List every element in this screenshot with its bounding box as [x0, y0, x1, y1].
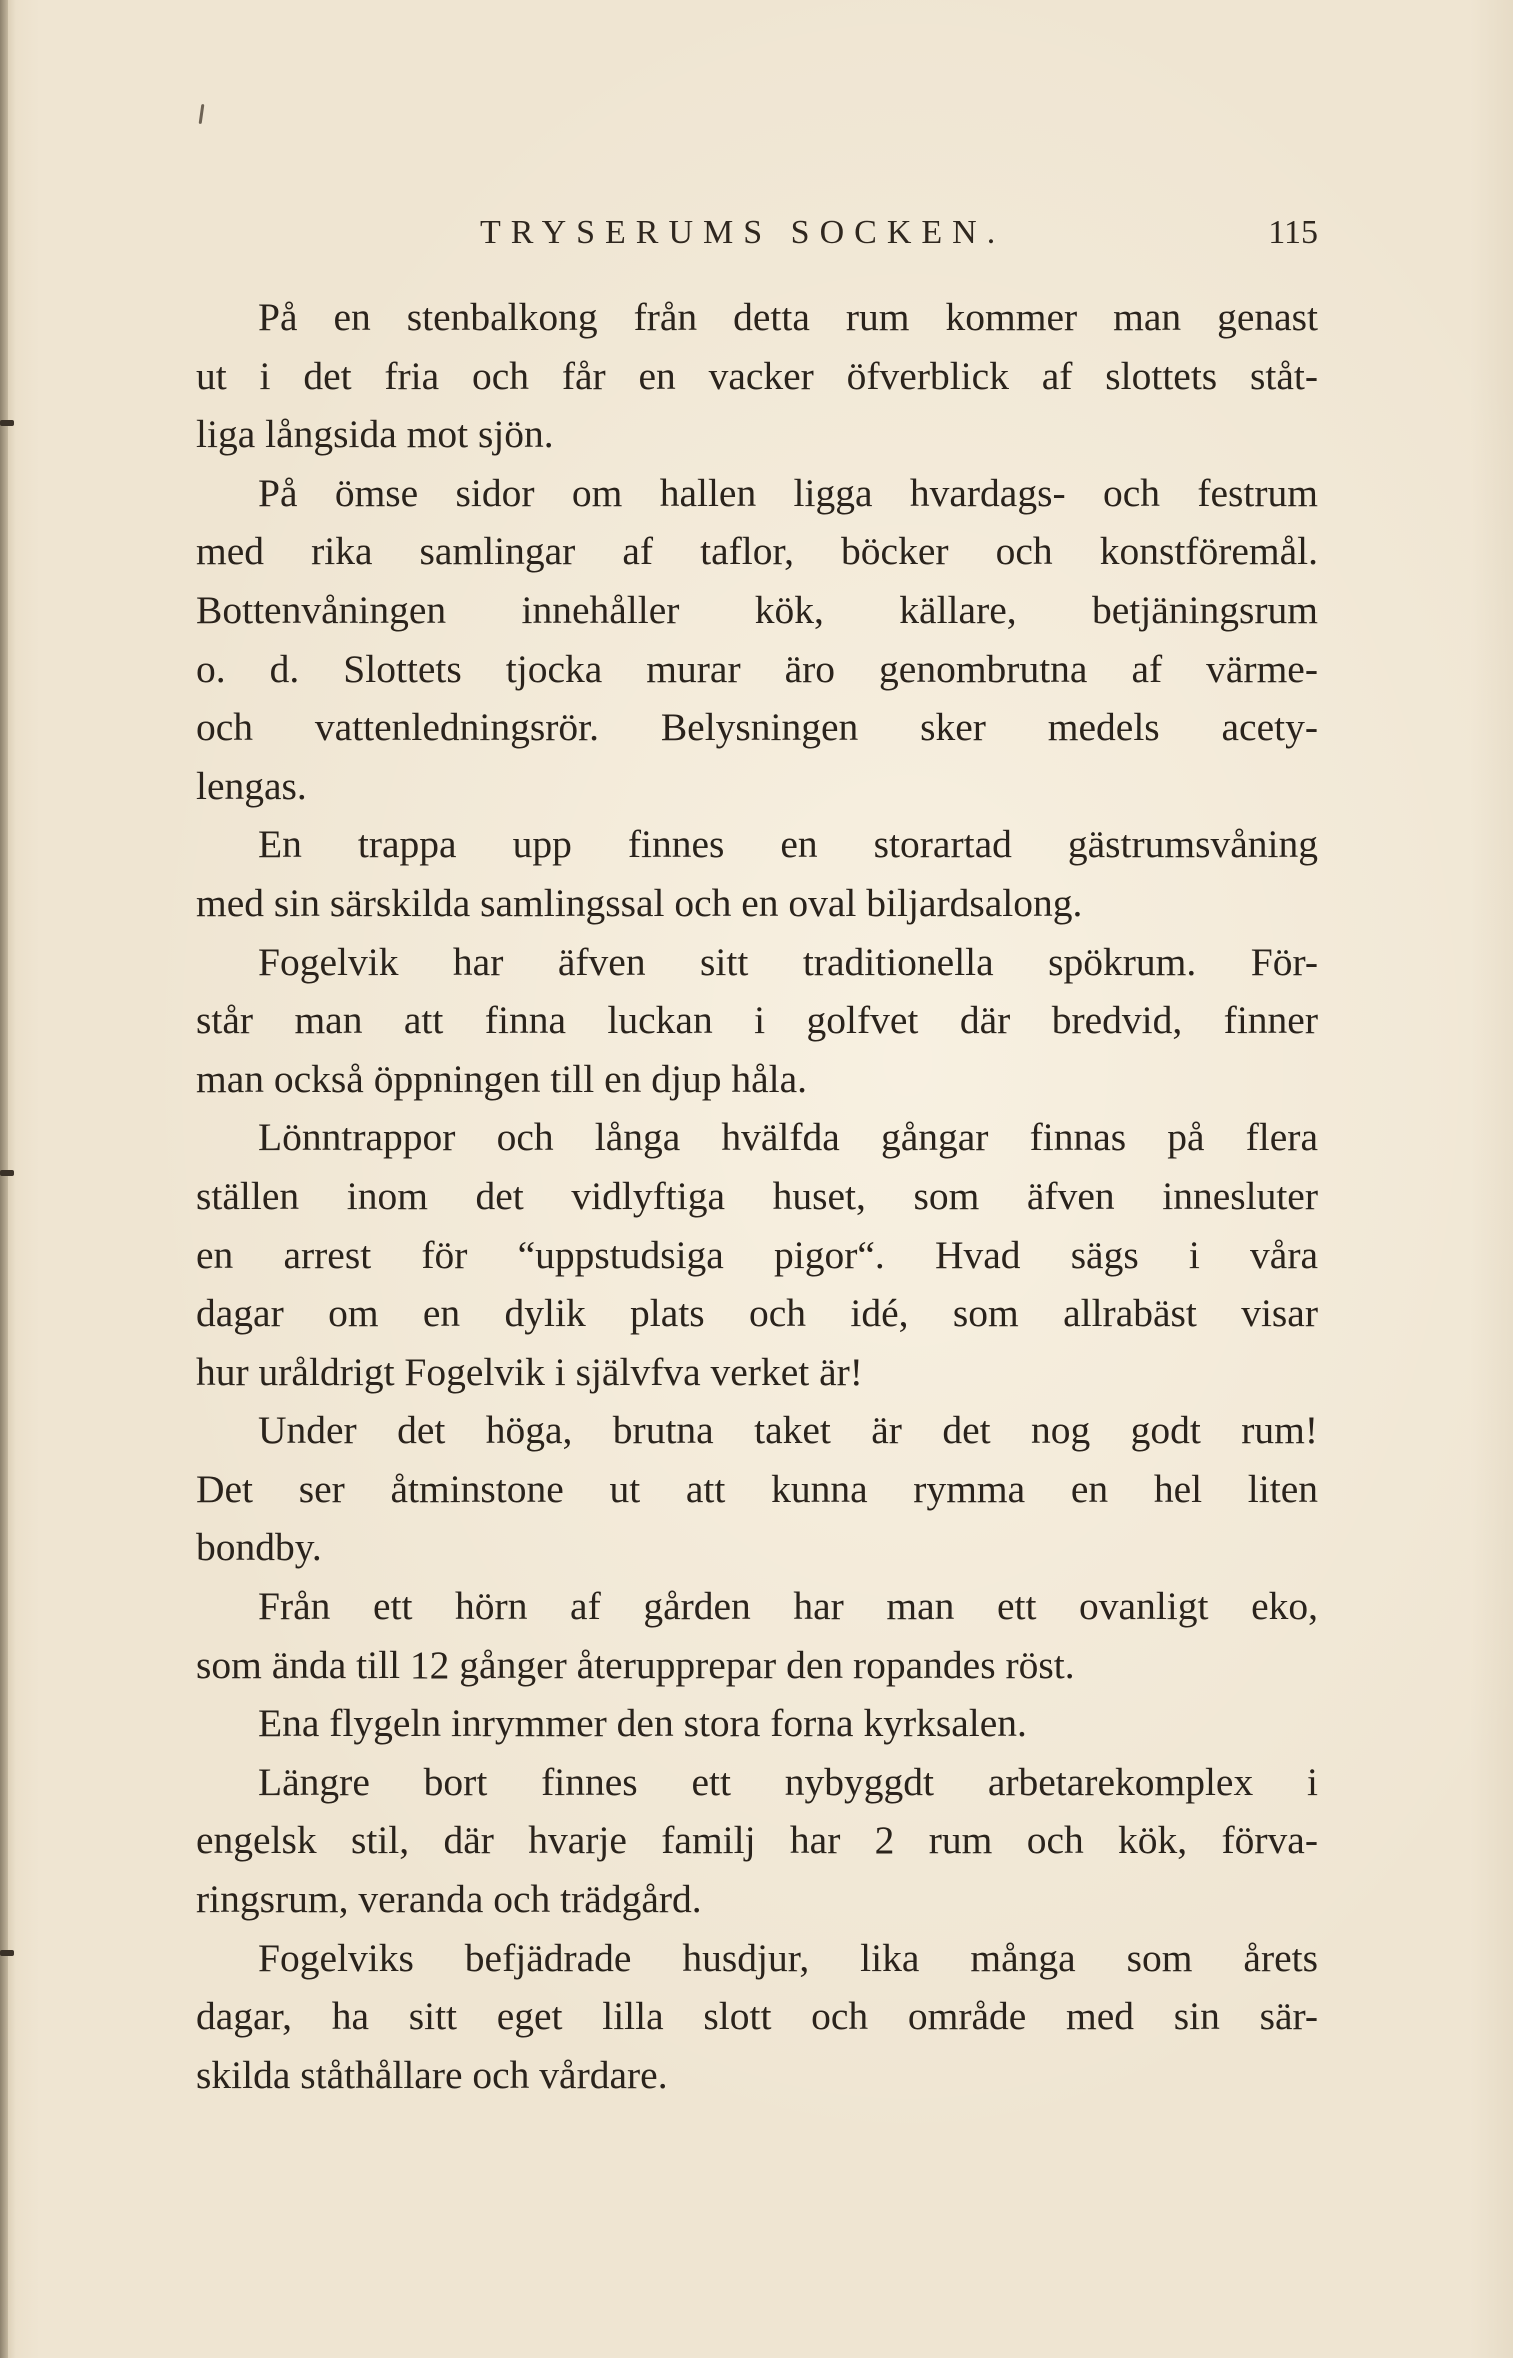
text-line: Från ett hörn af gården har man ett ovanligt eko, [258, 1584, 1318, 1629]
text-line: med rika samlingar af taflor, böcker och konstföremål. [196, 529, 1318, 574]
text-line: På ömse sidor om hallen ligga hvardags- och festrum [258, 470, 1318, 515]
text-line: står man att finna luckan i golfvet där bredvid, finner [196, 998, 1318, 1043]
text-line: och vattenledningsrör. Belysningen sker medels acety- [196, 705, 1318, 750]
text-line: Fogelviks befjädrade husdjur, lika många som årets [258, 1935, 1318, 1980]
running-head [196, 214, 1318, 264]
text-line: hur uråldrigt Fogelvik i självfva verket är! [196, 1349, 863, 1394]
text-line: bondby. [196, 1525, 322, 1570]
text-line: Lönntrappor och långa hvälfda gångar finnas på flera [258, 1115, 1318, 1160]
text-line: Längre bort finnes ett nybyggdt arbetarekomplex i [258, 1759, 1318, 1804]
text-line: ringsrum, veranda och trädgård. [196, 1877, 702, 1922]
text-line: På en stenbalkong från detta rum kommer man genast [258, 295, 1318, 339]
text-line: med sin särskilda samlingssal och en oval biljardsalong. [196, 880, 1083, 925]
text-line: En trappa upp finnes en storartad gästrumsvåning [258, 822, 1318, 867]
running-title: TRYSERUMS SOCKEN. [480, 214, 1006, 251]
text-line: skilda ståthållare och vårdare. [196, 2052, 668, 2097]
text-line: Bottenvåningen innehåller kök, källare, betjäningsrum [196, 587, 1318, 632]
page-number: 115 [1268, 214, 1318, 251]
text-line: man också öppningen till en djup håla. [196, 1056, 808, 1101]
body-text [196, 288, 1318, 2104]
text-line: ställen inom det vidlyftiga huset, som äfven innesluter [196, 1173, 1318, 1218]
edge-mark [0, 420, 14, 426]
edge-mark [0, 1950, 14, 1956]
text-line: Under det höga, brutna taket är det nog godt rum! [258, 1408, 1318, 1453]
page-gutter-edge [0, 0, 8, 2358]
text-line: ut i det fria och får en vacker öfverblick af slottets ståt- [196, 353, 1318, 398]
text-line: engelsk stil, där hvarje familj har 2 rum och kök, förva- [196, 1818, 1318, 1863]
ink-speck [199, 104, 205, 124]
text-line: liga långsida mot sjön. [196, 412, 554, 457]
text-line: o. d. Slottets tjocka murar äro genombrutna af värme- [196, 646, 1318, 691]
text-line: lengas. [196, 763, 307, 808]
text-line: som ända till 12 gånger återupprepar den ropandes röst. [196, 1642, 1075, 1687]
text-line: en arrest för “uppstudsiga pigor“. Hvad sägs i våra [196, 1232, 1318, 1277]
text-line: Det ser åtminstone ut att kunna rymma en hel liten [196, 1466, 1318, 1511]
text-line: dagar om en dylik plats och idé, som allrabäst visar [196, 1291, 1318, 1336]
text-line: Ena flygeln inrymmer den stora forna kyrksalen. [258, 1701, 1027, 1746]
edge-mark [0, 1170, 14, 1176]
text-line: Fogelvik har äfven sitt traditionella spökrum. För- [258, 939, 1318, 984]
text-line: dagar, ha sitt eget lilla slott och område med sin sär- [196, 1994, 1318, 2039]
